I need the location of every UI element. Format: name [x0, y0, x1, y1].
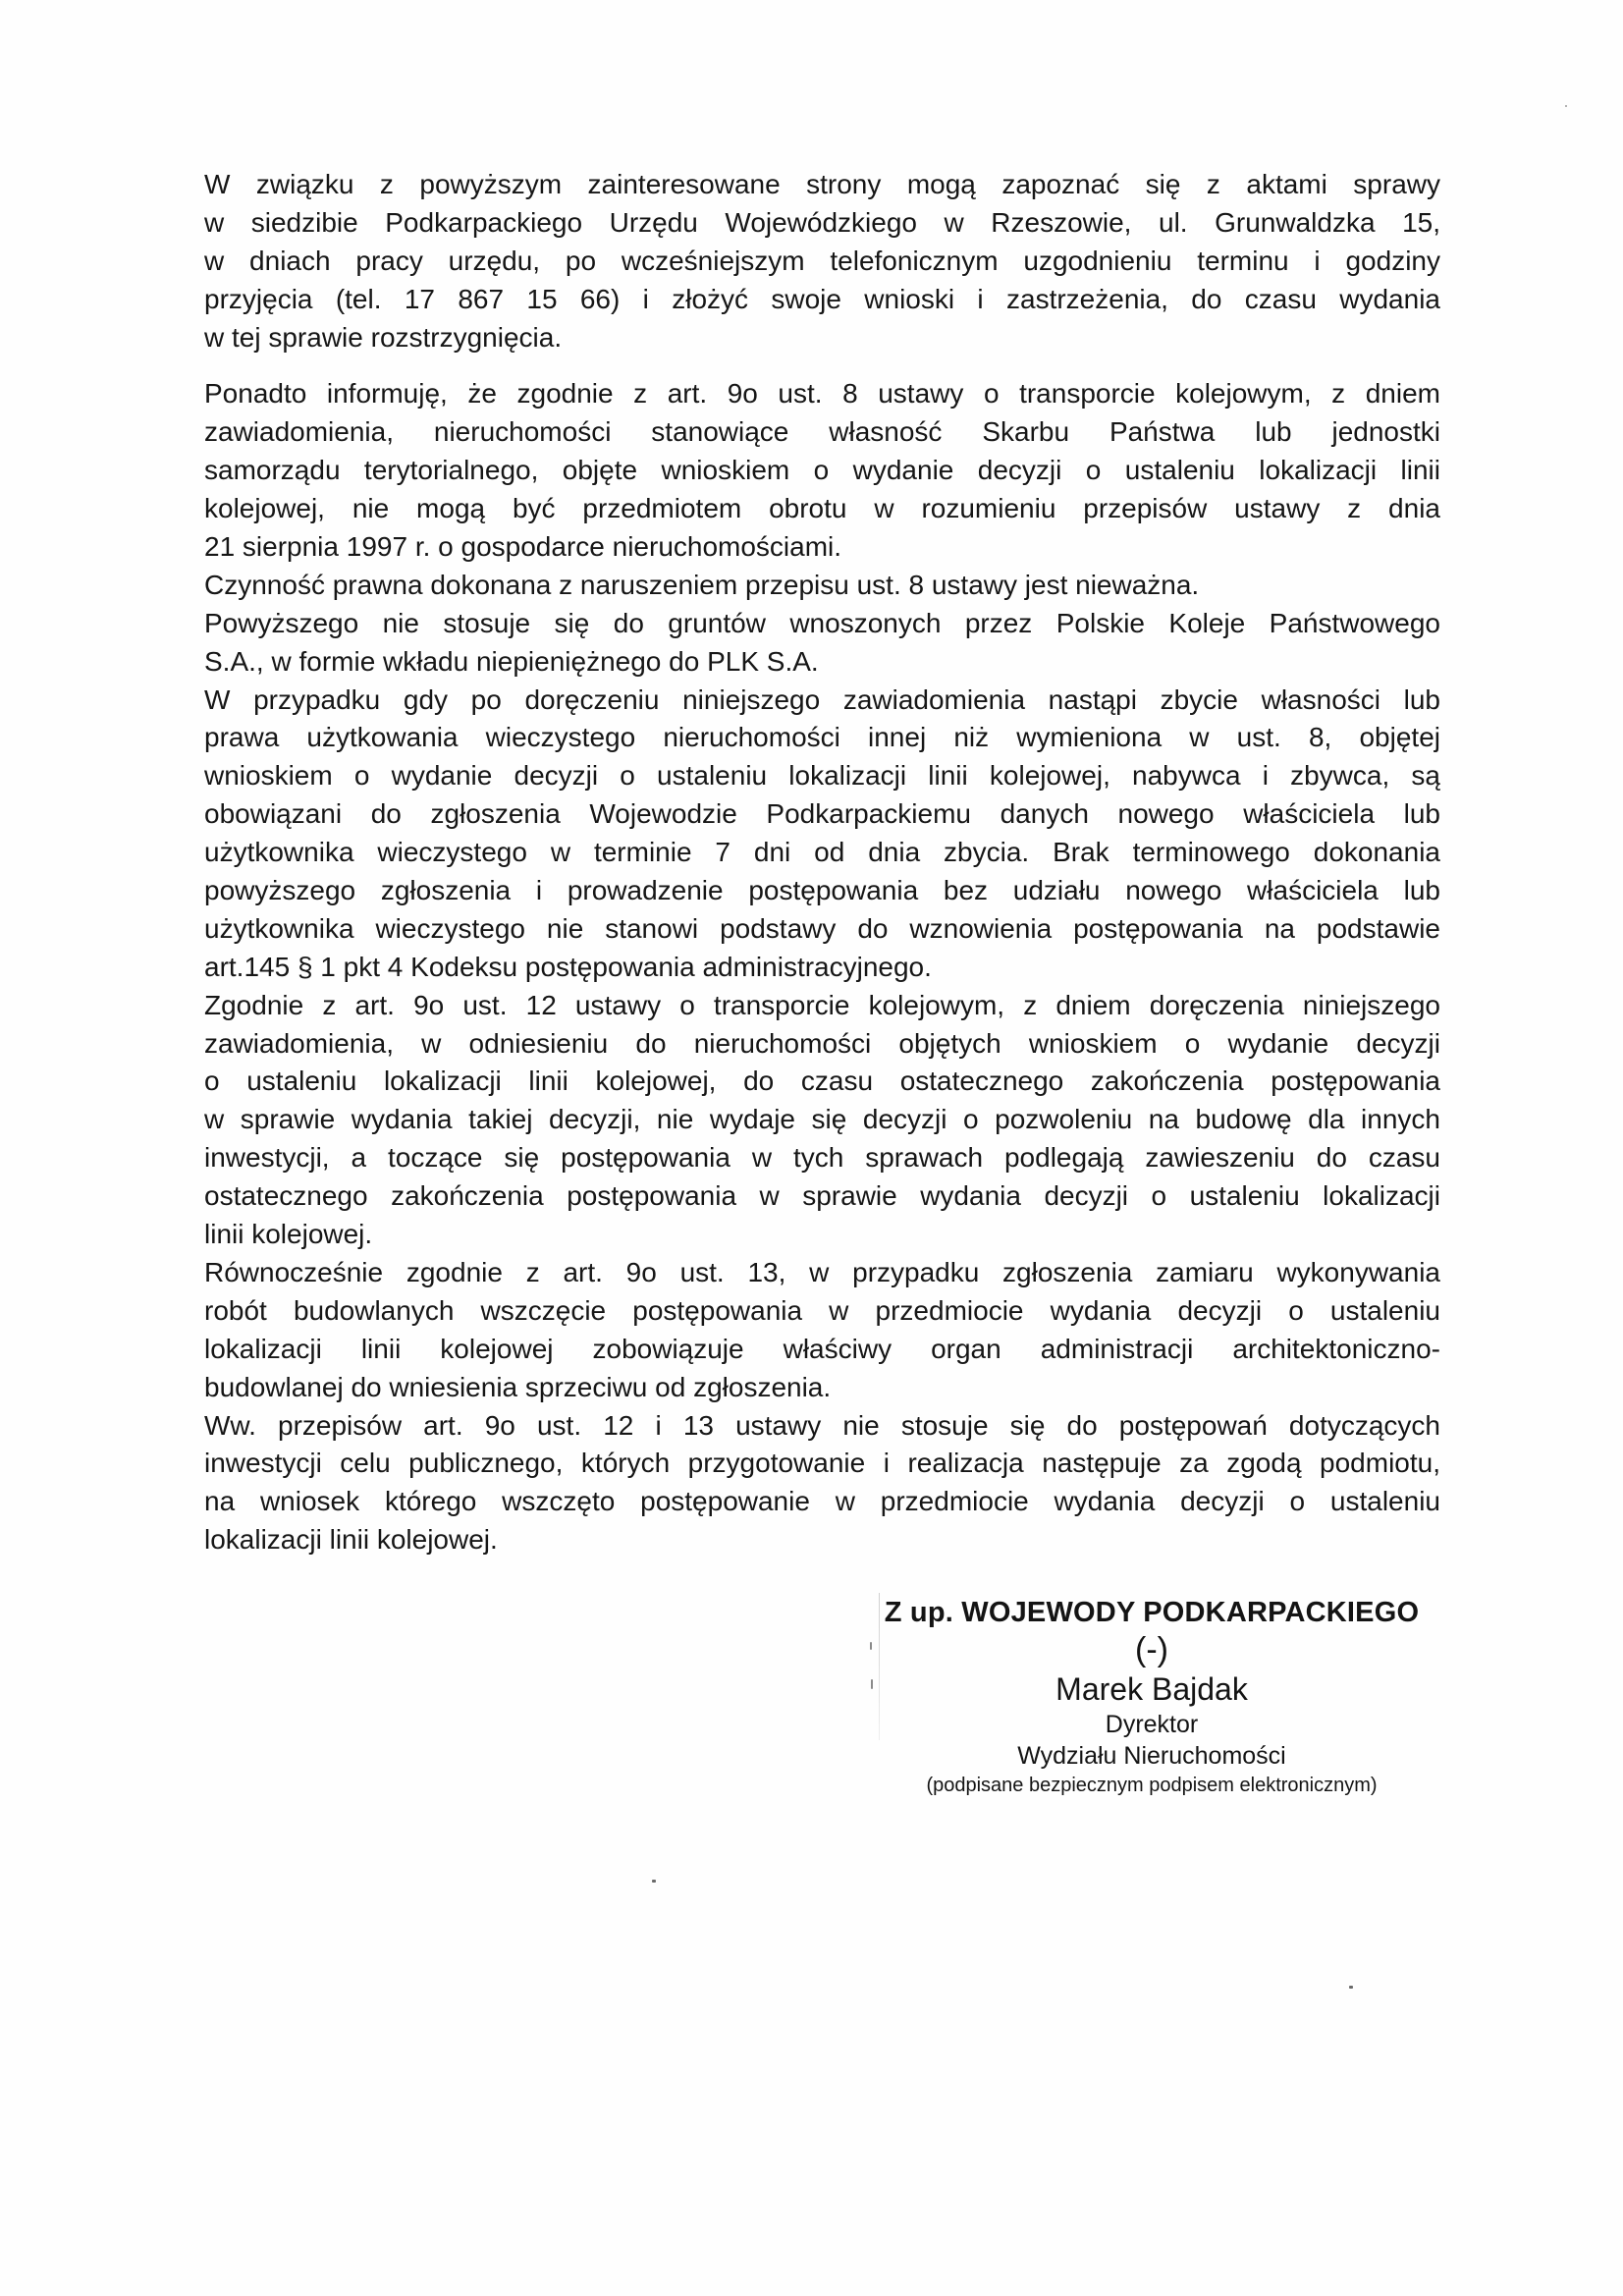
text-line: W przypadku gdy po doręczeniu niniejszego zawiadomienia nastąpi zbycie własności lub	[204, 683, 1440, 715]
signatory-name: Marek Bajdak	[1055, 1671, 1248, 1707]
text-line: Równocześnie zgodnie z art. 9o ust. 13, w przypadku zgłoszenia zamiaru wykonywania	[204, 1256, 1440, 1287]
text-line: użytkownika wieczystego nie stanowi podstawy do wznowienia postępowania na podstawie	[204, 912, 1440, 944]
text-line: użytkownika wieczystego w terminie 7 dni od dnia zbycia. Brak terminowego dokonania	[204, 837, 1440, 868]
text-line: obowiązani do zgłoszenia Wojewodzie Podkarpackiemu danych nowego właściciela lub	[204, 798, 1440, 830]
text-line: Powyższego nie stosuje się do gruntów wnoszonych przez Polskie Koleje Państwowego	[204, 607, 1440, 638]
paragraph-nullity	[204, 567, 1440, 605]
paragraph-sale-notification	[204, 682, 1440, 987]
scan-speck	[652, 1880, 656, 1883]
text-line: inwestycji celu publicznego, których przygotowanie i realizacja następuje za zgodą podmiotu,	[204, 1448, 1440, 1479]
text-line: Ponadto informuję, że zgodnie z art. 9o ust. 8 ustawy o transporcie kolejowym, z dniem	[204, 378, 1440, 410]
paragraph-exemption	[204, 1407, 1440, 1560]
text-line: inwestycji, a toczące się postępowania w tych sprawach podlegają zawieszeniu do czasu	[204, 1142, 1440, 1174]
paragraph-art-9o-ust-13	[204, 1254, 1440, 1407]
paragraph-plk-exception	[204, 605, 1440, 682]
text-line: S.A., w formie wkładu niepieniężnego do PLK S.A.	[204, 645, 819, 677]
text-line: Zgodnie z art. 9o ust. 12 ustawy o transporcie kolejowym, z dniem doręczenia niniejszego	[204, 989, 1440, 1020]
text-line: o ustaleniu lokalizacji linii kolejowej, do czasu ostatecznego zakończenia postępowania	[204, 1066, 1440, 1097]
text-line: wnioskiem o wydanie decyzji o ustaleniu lokalizacji linii kolejowej, nabywca i zbywca, są	[204, 760, 1440, 792]
text-line: powyższego zgłoszenia i prowadzenie postępowania bez udziału nowego właściciela lub	[204, 875, 1440, 906]
signature-block	[857, 1595, 1446, 1799]
text-line: art.145 § 1 pkt 4 Kodeksu postępowania administracyjnego.	[204, 951, 932, 982]
paragraph-access-to-files	[204, 166, 1440, 356]
text-line: w siedzibie Podkarpackiego Urzędu Wojewódzkiego w Rzeszowie, ul. Grunwaldzka 15,	[204, 206, 1440, 238]
scan-speck	[1565, 105, 1567, 107]
signatory-department: Wydziału Nieruchomości	[1017, 1742, 1286, 1770]
text-line: kolejowej, nie mogą być przedmiotem obrotu w rozumieniu przepisów ustawy z dnia	[204, 493, 1440, 524]
paragraph-art-9o-ust-12	[204, 987, 1440, 1254]
text-line: 21 sierpnia 1997 r. o gospodarce nieruchomościami.	[204, 531, 842, 563]
text-line: lokalizacji linii kolejowej zobowiązuje właściwy organ administracji architektoniczno-	[204, 1333, 1440, 1364]
text-line: w tej sprawie rozstrzygnięcia.	[204, 321, 563, 353]
text-line: samorządu terytorialnego, objęte wnioskiem o wydanie decyzji o ustaleniu lokalizacji linii	[204, 455, 1440, 486]
text-line: budowlanej do wniesienia sprzeciwu od zgłoszenia.	[204, 1371, 832, 1402]
signature-mark: (-)	[1135, 1631, 1168, 1668]
signature-authority: Z up. WOJEWODY PODKARPACKIEGO	[884, 1597, 1420, 1628]
text-line: zawiadomienia, w odniesieniu do nieruchomości objętych wnioskiem o wydanie decyzji	[204, 1027, 1440, 1059]
text-line: przyjęcia (tel. 17 867 15 66) i złożyć swoje wnioski i zastrzeżenia, do czasu wydania	[204, 283, 1440, 314]
text-line: W związku z powyższym zainteresowane strony mogą zapoznać się z aktami sprawy	[204, 169, 1440, 199]
text-line: w sprawie wydania takiej decyzji, nie wydaje się decyzji o pozwoleniu na budowę dla innych	[204, 1104, 1440, 1135]
text-line: na wniosek którego wszczęto postępowanie w przedmiocie wydania decyzji o ustaleniu	[204, 1486, 1440, 1517]
text-line: lokalizacji linii kolejowej.	[204, 1524, 498, 1556]
text-line: ostatecznego zakończenia postępowania w sprawie wydania decyzji o ustaleniu lokalizacji	[204, 1180, 1440, 1212]
text-line: linii kolejowej.	[204, 1219, 373, 1250]
paragraph-art-9o-ust-8	[204, 375, 1440, 566]
text-line: robót budowlanych wszczęcie postępowania w przedmiocie wydania decyzji o ustaleniu	[204, 1294, 1440, 1326]
text-line: zawiadomienia, nieruchomości stanowiące własność Skarbu Państwa lub jednostki	[204, 416, 1440, 448]
text-line: prawa użytkowania wieczystego nieruchomości innej niż wymieniona w ust. 8, objętej	[204, 722, 1440, 753]
electronic-signature-note: (podpisane bezpiecznym podpisem elektronicznym)	[926, 1775, 1378, 1796]
text-line: Czynność prawna dokonana z naruszeniem przepisu ust. 8 ustawy jest nieważna.	[204, 569, 1200, 600]
document-body	[204, 166, 1440, 1559]
text-line: Ww. przepisów art. 9o ust. 12 i 13 ustawy nie stosuje się do postępowań dotyczących	[204, 1409, 1440, 1441]
signatory-role: Dyrektor	[1105, 1711, 1199, 1738]
scan-speck	[1349, 1986, 1353, 1989]
text-line: w dniach pracy urzędu, po wcześniejszym telefonicznym uzgodnieniu terminu i godziny	[204, 245, 1440, 276]
